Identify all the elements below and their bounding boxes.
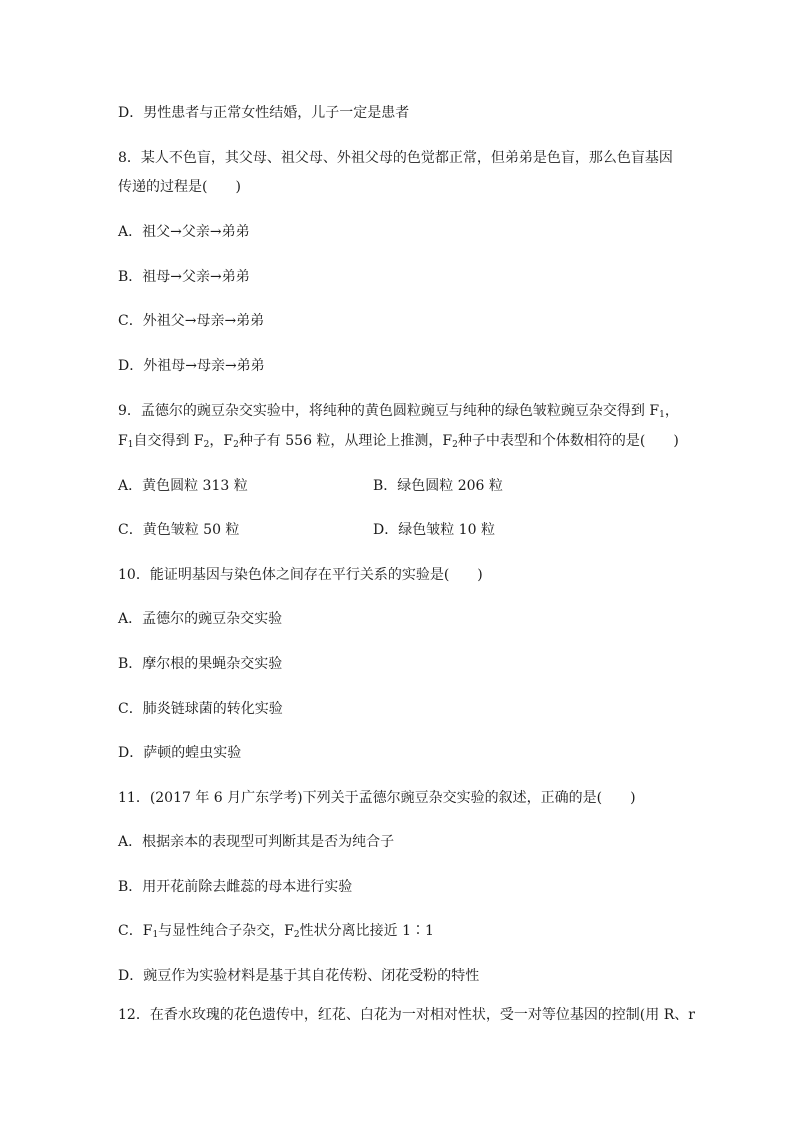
q9-option-a: A．黄色圆粒 313 粒	[118, 478, 248, 494]
q10-option-b: B．摩尔根的果蝇杂交实验	[118, 656, 283, 672]
q8-option-b: B．祖母→父亲→弟弟	[118, 269, 250, 285]
q9-stem-line1: 9．孟德尔的豌豆杂交实验中，将纯种的黄色圆粒豌豆与纯种的绿色皱粒豌豆杂交得到 $F_1$，	[118, 403, 679, 420]
q8-option-d: D．外祖母→母亲→弟弟	[118, 358, 265, 374]
q11-option-a: A．根据亲本的表现型可判断其是否为纯合子	[118, 834, 395, 850]
q8-stem-line1: 8．某人不色盲，其父母、祖父母、外祖父母的色觉都正常，但弟弟是色盲，那么色盲基因	[118, 150, 673, 166]
q11-option-b: B．用开花前除去雌蕊的母本进行实验	[118, 879, 353, 895]
q9-option-d: D．绿色皱粒 10 粒	[373, 522, 495, 538]
q8-stem-line2: 传递的过程是( )	[118, 179, 241, 195]
q11-option-d: D．豌豆作为实验材料是基于其自花传粉、闭花受粉的特性	[118, 968, 480, 984]
q10-option-d: D．萨顿的蝗虫实验	[118, 745, 242, 761]
q9-option-c: C．黄色皱粒 50 粒	[118, 522, 240, 538]
q10-stem: 10．能证明基因与染色体之间存在平行关系的实验是( )	[118, 567, 483, 583]
q12-stem-line1: 12．在香水玫瑰的花色遗传中，红花、白花为一对相对性状，受一对等位基因的控制(用 R、r	[118, 1007, 695, 1023]
q11-option-c: C．$F_1$与显性纯合子杂交，$F_2$性状分离比接近 1∶1	[118, 923, 434, 940]
q10-option-a: A．孟德尔的豌豆杂交实验	[118, 611, 283, 627]
q11-stem: 11．(2017 年 6 月广东学考)下列关于孟德尔豌豆杂交实验的叙述，正确的是( )	[118, 790, 636, 806]
q10-option-c: C．肺炎链球菌的转化实验	[118, 701, 283, 717]
q9-stem-line2: $F_1$自交得到 $F_2$，$F_2$种子有 556 粒，从理论上推测，$F_2$种子中表型和个体数相符的是( )	[118, 433, 679, 450]
q8-option-c: C．外祖父→母亲→弟弟	[118, 313, 265, 329]
q9-option-b: B．绿色圆粒 206 粒	[373, 478, 503, 494]
q7-option-d: D．男性患者与正常女性结婚，儿子一定是患者	[118, 105, 410, 121]
q8-option-a: A．祖父→父亲→弟弟	[118, 224, 250, 240]
